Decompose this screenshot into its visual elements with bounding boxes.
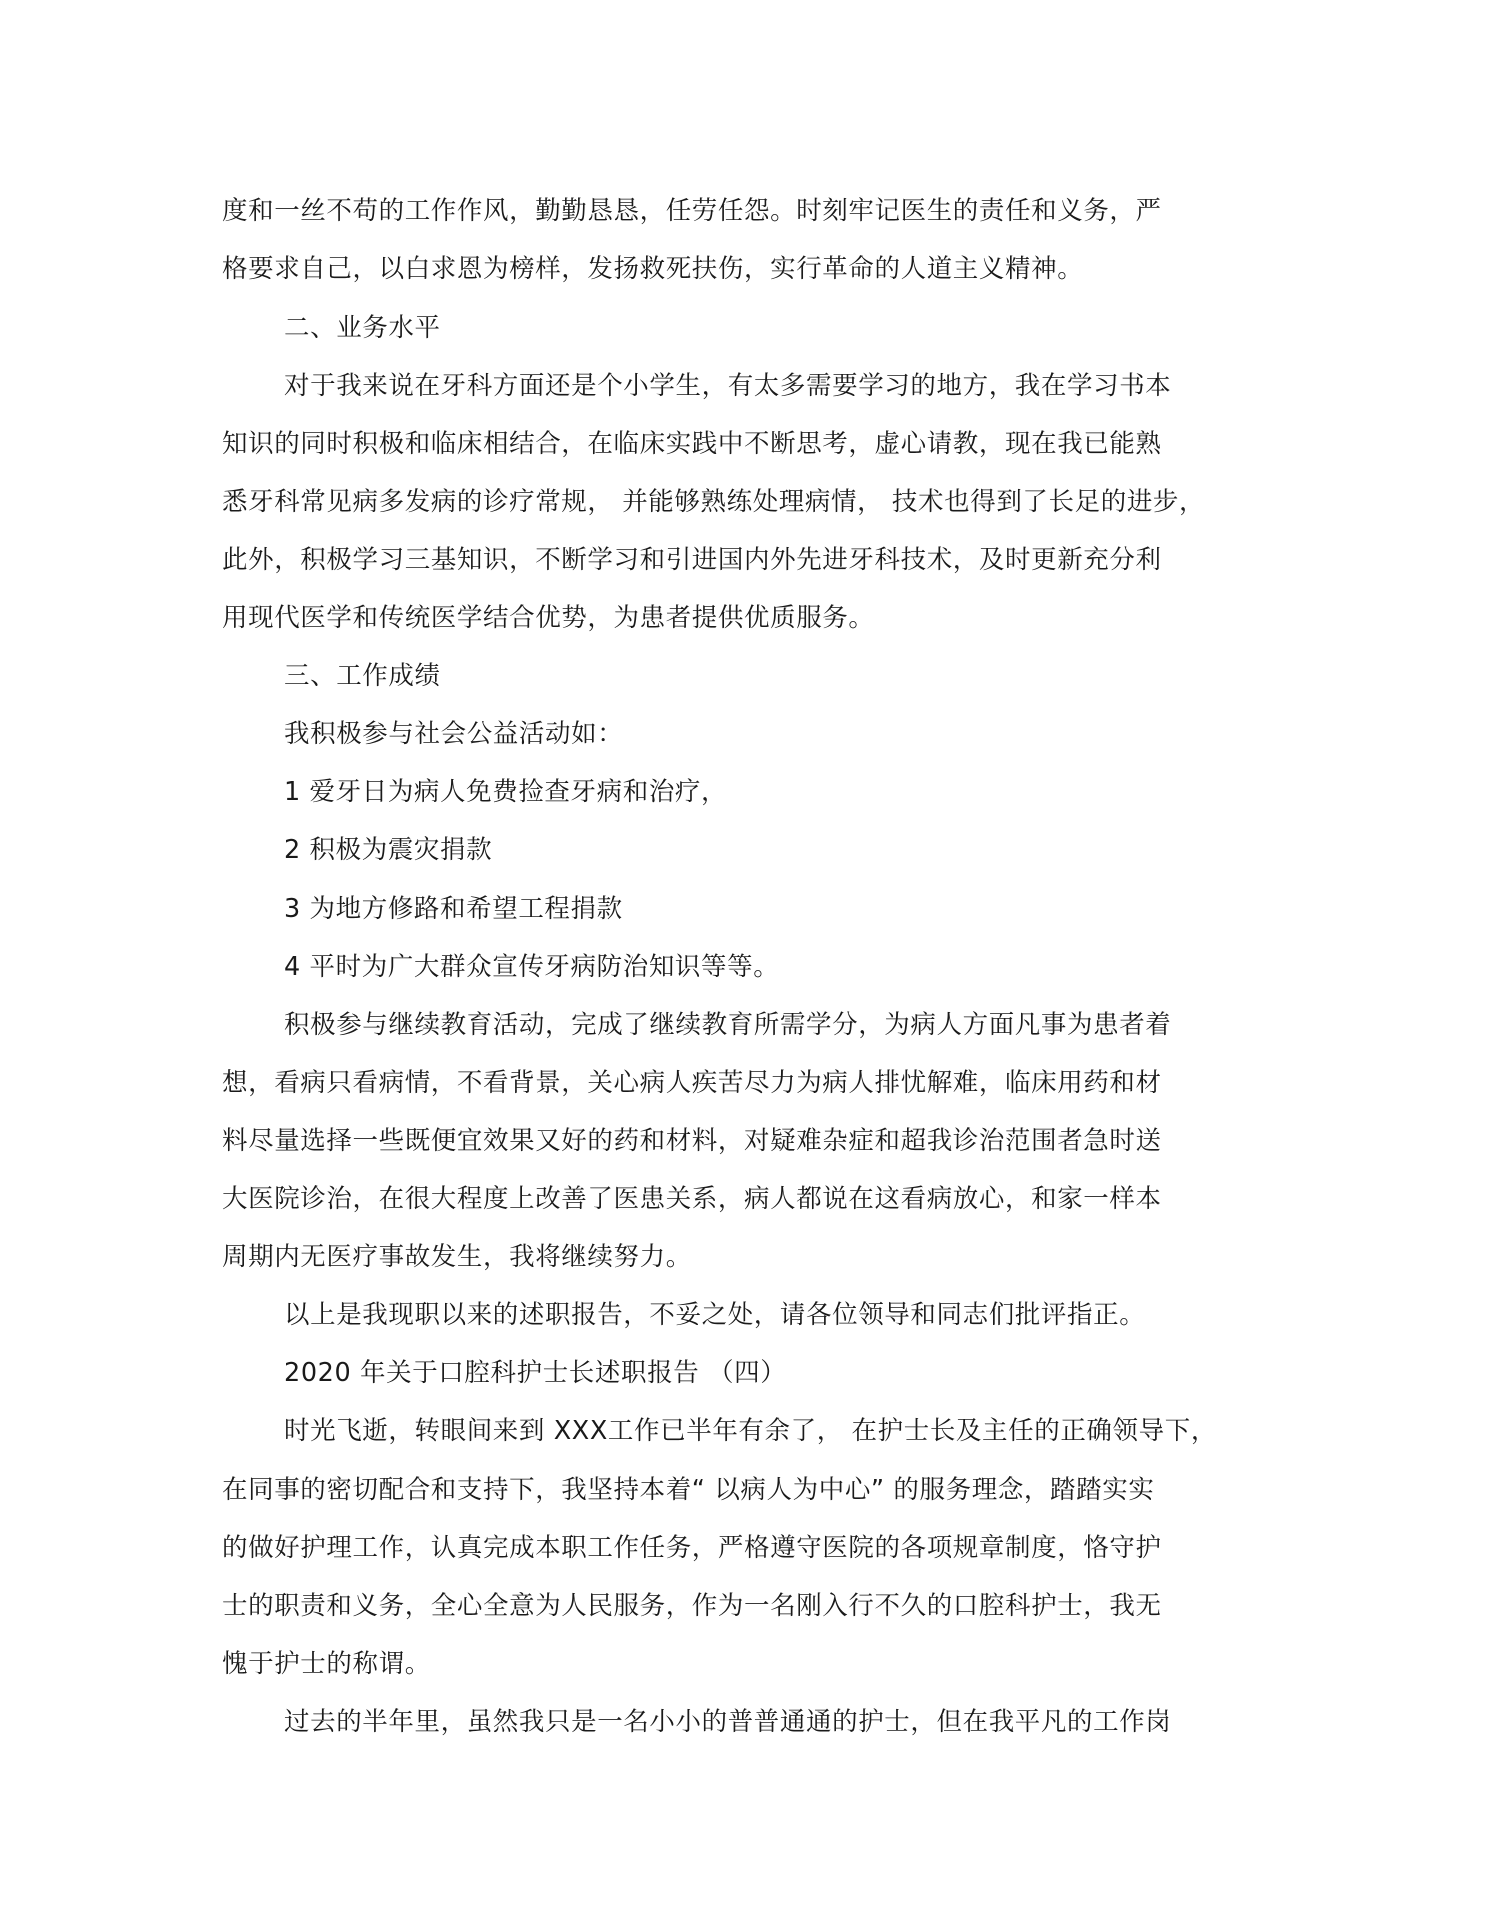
list-item: 4 平时为广大群众宣传牙病防治知识等等。	[284, 952, 780, 982]
text-line: 悉牙科常见病多发病的诊疗常规， 并能够熟练处理病情， 技术也得到了长足的进步，	[222, 487, 1206, 517]
text-line: 度和一丝不苟的工作作风，勤勤恳恳，任劳任怨。时刻牢记医生的责任和义务，严	[222, 196, 1162, 226]
text-line: 我积极参与社会公益活动如：	[284, 719, 624, 749]
text-line: 的做好护理工作，认真完成本职工作任务，严格遵守医院的各项规章制度，恪守护	[222, 1533, 1162, 1563]
text-line: 以上是我现职以来的述职报告，不妥之处，请各位领导和同志们批评指正。	[284, 1300, 1146, 1330]
text-line: 大医院诊治，在很大程度上改善了医患关系，病人都说在这看病放心，和家一样本	[222, 1184, 1162, 1214]
report-title: 2020 年关于口腔科护士长述职报告 （四）	[284, 1358, 787, 1388]
text-line: 过去的半年里，虽然我只是一名小小的普普通通的护士，但在我平凡的工作岗	[284, 1707, 1172, 1737]
text-line: 料尽量选择一些既便宜效果又好的药和材料，对疑难杂症和超我诊治范围者急时送	[222, 1126, 1162, 1156]
section-heading: 三、工作成绩	[284, 661, 441, 691]
text-line: 格要求自己，以白求恩为榜样，发扬救死扶伤，实行革命的人道主义精神。	[222, 254, 1084, 284]
text-line: 用现代医学和传统医学结合优势，为患者提供优质服务。	[222, 603, 875, 633]
list-item: 3 为地方修路和希望工程捐款	[284, 894, 623, 924]
text-line: 对于我来说在牙科方面还是个小学生，有太多需要学习的地方，我在学习书本	[284, 371, 1172, 401]
text-line: 周期内无医疗事故发生，我将继续努力。	[222, 1242, 692, 1272]
text-line: 积极参与继续教育活动，完成了继续教育所需学分，为病人方面凡事为患者着	[284, 1010, 1172, 1040]
text-line: 此外，积极学习三基知识，不断学习和引进国内外先进牙科技术，及时更新充分利	[222, 545, 1162, 575]
text-line: 想，看病只看病情，不看背景，关心病人疾苦尽力为病人排忧解难，临床用药和材	[222, 1068, 1162, 1098]
list-item: 1 爱牙日为病人免费捡查牙病和治疗，	[284, 777, 728, 807]
text-line: 愧于护士的称谓。	[222, 1649, 431, 1679]
text-line: 士的职责和义务，全心全意为人民服务，作为一名刚入行不久的口腔科护士，我无	[222, 1591, 1162, 1621]
section-heading: 二、业务水平	[284, 313, 441, 343]
list-item: 2 积极为震灾捐款	[284, 835, 493, 865]
text-line: 在同事的密切配合和支持下，我坚持本着“ 以病人为中心” 的服务理念，踏踏实实	[222, 1475, 1155, 1505]
text-line: 时光飞逝，转眼间来到 XXX工作已半年有余了， 在护士长及主任的正确领导下，	[284, 1416, 1217, 1446]
text-line: 知识的同时积极和临床相结合，在临床实践中不断思考，虚心请教，现在我已能熟	[222, 429, 1162, 459]
